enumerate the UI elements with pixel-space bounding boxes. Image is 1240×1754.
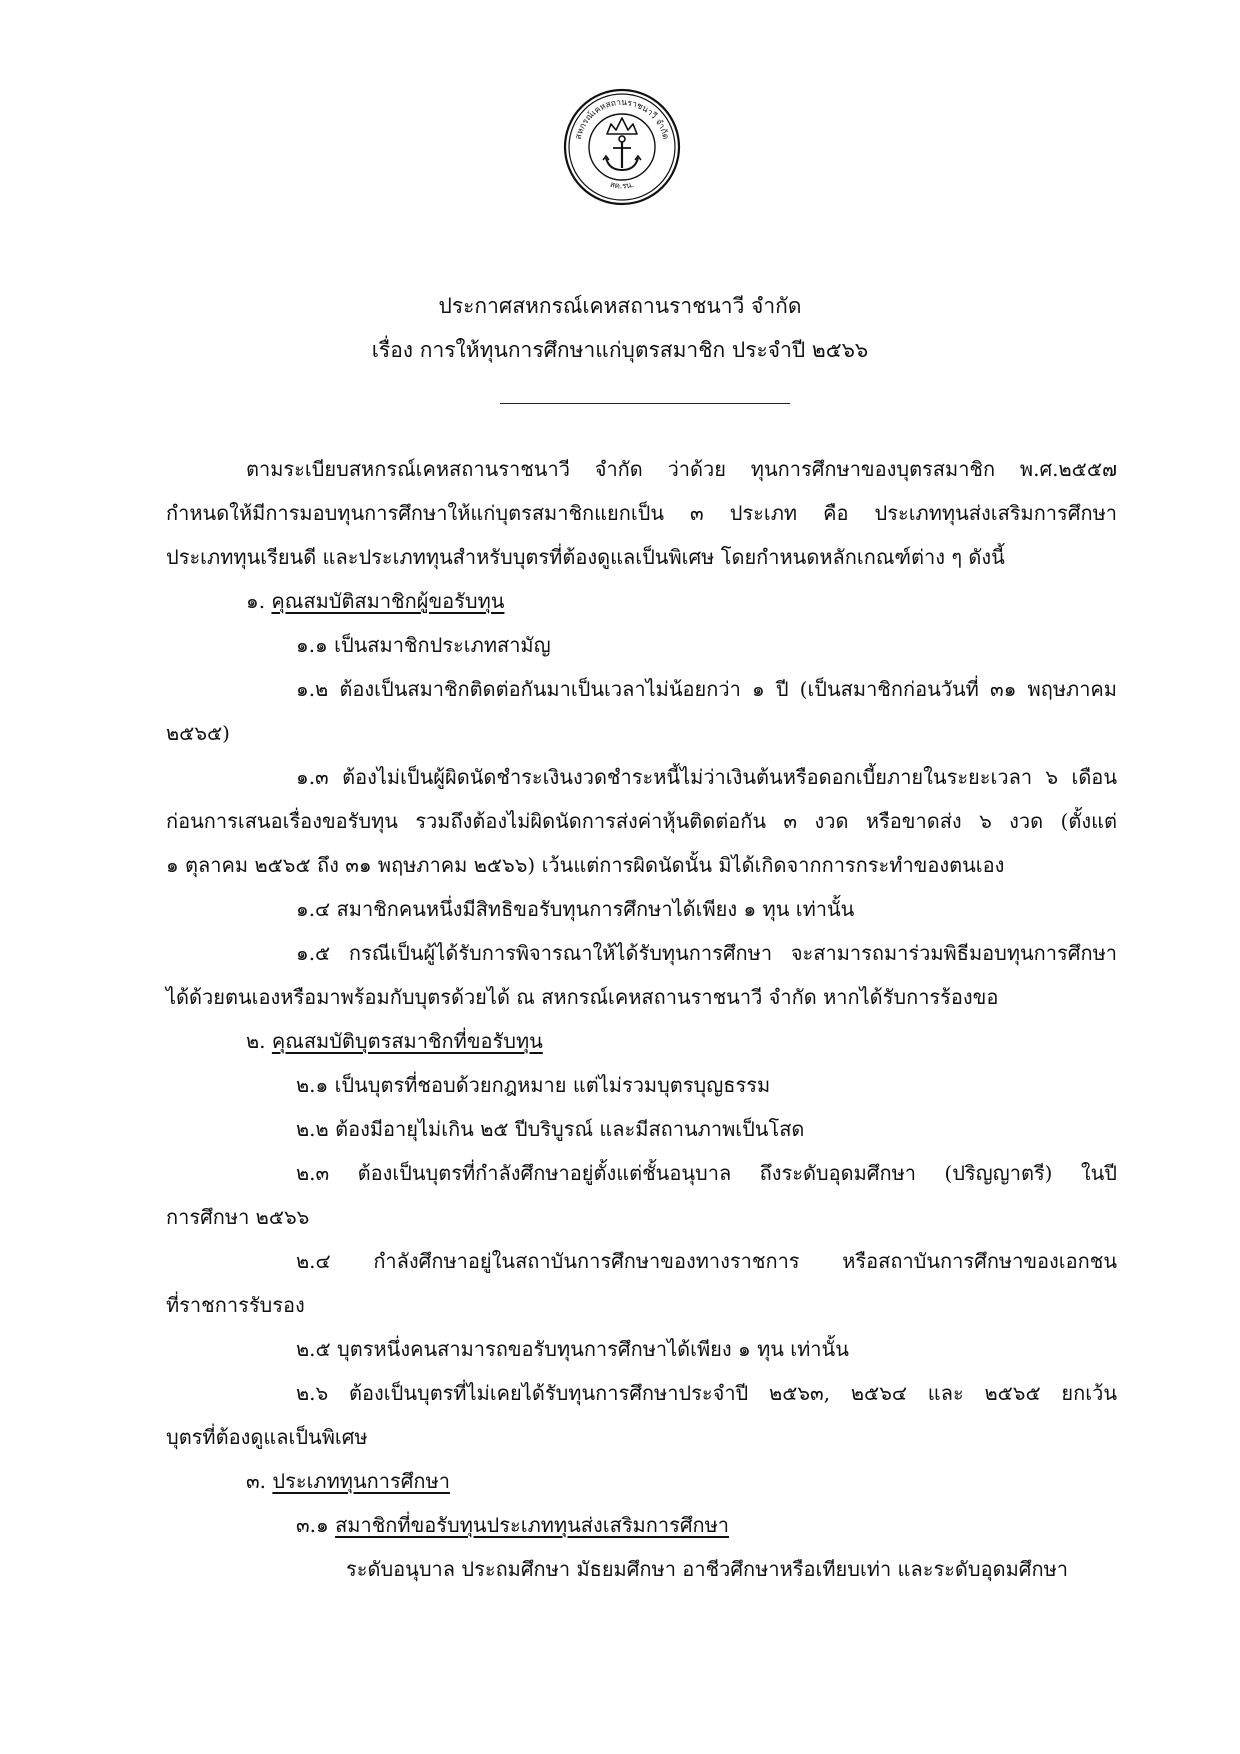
item-1-3-line-2: ก่อนการเสนอเรื่องขอรับทุน รวมถึงต้องไม่ผิดนัดการส่งค่าหุ้นติดต่อกัน ๓ งวด หรือขาดส่ง ๖ งวด (ตั้งแต่ (166, 809, 1117, 833)
intro-line-3: ประเภททุนเรียนดี และประเภททุนสำหรับบุตรที่ต้องดูแลเป็นพิเศษ โดยกำหนดหลักเกณฑ์ต่าง ๆ ดังนี้ (166, 545, 1005, 569)
item-2-5: ๒.๕ บุตรหนึ่งคนสามารถขอรับทุนการศึกษาได้เพียง ๑ ทุน เท่านั้น (296, 1337, 849, 1361)
intro-line-1: ตามระเบียบสหกรณ์เคหสถานราชนาวี จำกัด ว่าด้วย ทุนการศึกษาของบุตรสมาชิก พ.ศ.๒๕๕๗ (246, 457, 1117, 481)
item-1-5-line-1: ๑.๕ กรณีเป็นผู้ได้รับการพิจารณาให้ได้รับทุนการศึกษา จะสามารถมาร่วมพิธีมอบทุนการศึกษา (296, 941, 1117, 965)
item-1-1: ๑.๑ เป็นสมาชิกประเภทสามัญ (296, 633, 551, 657)
item-1-2-line-2: ๒๕๖๕) (166, 721, 230, 745)
item-3-1-title: สมาชิกที่ขอรับทุนประเภททุนส่งเสริมการศึกษา (335, 1513, 730, 1537)
svg-text:สค.รน.: สค.รน. (609, 179, 635, 191)
section-1-title: คุณสมบัติสมาชิกผู้ขอรับทุน (271, 589, 505, 613)
section-2-title: คุณสมบัติบุตรสมาชิกที่ขอรับทุน (271, 1029, 543, 1053)
item-1-2-line-1: ๑.๒ ต้องเป็นสมาชิกติดต่อกันมาเป็นเวลาไม่น้อยกว่า ๑ ปี (เป็นสมาชิกก่อนวันที่ ๓๑ พฤษภาคม (296, 677, 1117, 701)
item-3-1-heading (296, 1508, 729, 1542)
item-2-2: ๒.๒ ต้องมีอายุไม่เกิน ๒๕ ปีบริบูรณ์ และมีสถานภาพเป็นโสด (296, 1117, 805, 1141)
title-divider (500, 403, 790, 404)
item-3-1-number: ๓.๑ (296, 1513, 329, 1537)
section-3-number: ๓. (246, 1469, 267, 1493)
item-3-1-levels: ระดับอนุบาล ประถมศึกษา มัธยมศึกษา อาชีวศึกษาหรือเทียบเท่า และระดับอุดมศึกษา (346, 1557, 1069, 1581)
intro-line-2: กำหนดให้มีการมอบทุนการศึกษาให้แก่บุตรสมาชิกแยกเป็น ๓ ประเภท คือ ประเภททุนส่งเสริมการศึกษา (166, 501, 1117, 525)
announcement-title: ประกาศสหกรณ์เคหสถานราชนาวี จำกัด (438, 294, 802, 318)
item-1-4: ๑.๔ สมาชิกคนหนึ่งมีสิทธิขอรับทุนการศึกษาได้เพียง ๑ ทุน เท่านั้น (296, 897, 855, 921)
section-3-heading (246, 1464, 450, 1498)
item-2-3-line-1: ๒.๓ ต้องเป็นบุตรที่กำลังศึกษาอยู่ตั้งแต่ชั้นอนุบาล ถึงระดับอุดมศึกษา (ปริญญาตรี) ในปี (296, 1161, 1117, 1185)
item-2-4-line-1: ๒.๔ กำลังศึกษาอยู่ในสถาบันการศึกษาของทางราชการ หรือสถาบันการศึกษาของเอกชน (296, 1249, 1117, 1273)
section-2-heading (246, 1024, 543, 1058)
cooperative-seal-logo (563, 88, 681, 206)
item-2-1: ๒.๑ เป็นบุตรที่ชอบด้วยกฎหมาย แต่ไม่รวมบุตรบุญธรรม (296, 1073, 771, 1097)
item-1-5-line-2: ได้ด้วยตนเองหรือมาพร้อมกับบุตรด้วยได้ ณ สหกรณ์เคหสถานราชนาวี จำกัด หากได้รับการร้องขอ (166, 985, 999, 1009)
item-2-6-line-2: บุตรที่ต้องดูแลเป็นพิเศษ (166, 1425, 368, 1449)
item-2-4-line-2: ที่ราชการรับรอง (166, 1293, 305, 1317)
announcement-subject: เรื่อง การให้ทุนการศึกษาแก่บุตรสมาชิก ประจำปี ๒๕๖๖ (371, 338, 869, 362)
item-1-3-line-1: ๑.๓ ต้องไม่เป็นผู้ผิดนัดชำระเงินงวดชำระหนี้ไม่ว่าเงินต้นหรือดอกเบี้ยภายในระยะเวลา ๖ เดือน (296, 765, 1117, 789)
svg-text:สหกรณ์เคหสถานราชนาวี จำกัด: สหกรณ์เคหสถานราชนาวี จำกัด (573, 97, 671, 141)
item-2-3-line-2: การศึกษา ๒๕๖๖ (166, 1205, 310, 1229)
item-2-6-line-1: ๒.๖ ต้องเป็นบุตรที่ไม่เคยได้รับทุนการศึกษาประจำปี ๒๕๖๓, ๒๕๖๔ และ ๒๕๖๕ ยกเว้น (296, 1381, 1117, 1405)
section-1-heading (246, 584, 504, 618)
item-1-3-line-3: ๑ ตุลาคม ๒๕๖๕ ถึง ๓๑ พฤษภาคม ๒๕๖๖) เว้นแต่การผิดนัดนั้น มิได้เกิดจากการกระทำของตนเอง (166, 853, 1005, 877)
section-1-number: ๑. (246, 589, 266, 613)
section-2-number: ๒. (246, 1029, 266, 1053)
section-3-title: ประเภททุนการศึกษา (272, 1469, 450, 1493)
